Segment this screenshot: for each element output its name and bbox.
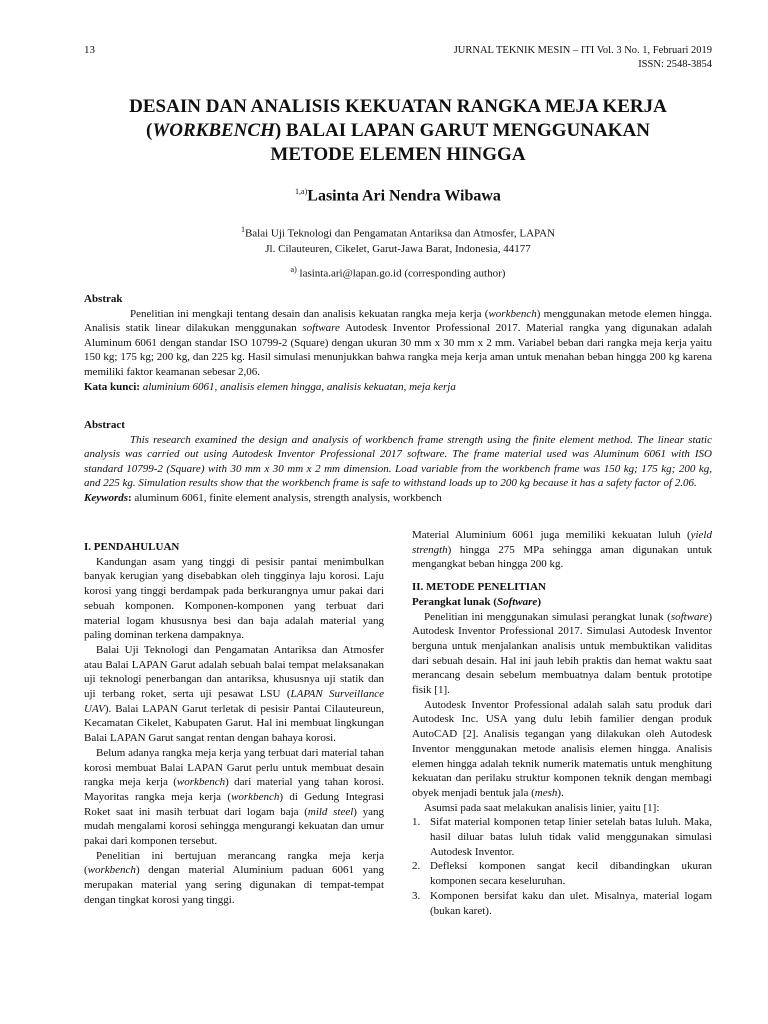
right-para-0-b: ) hingga 275 MPa sehingga aman digunakan untuk mengangkat beban hingga 200 kg. (412, 543, 712, 571)
right-para-0-italic: yield strength (412, 529, 712, 556)
left-para-2-b: ). Balai LAPAN Garut terletak di pesisir Pantai Cilauteureun, Kecamatan Cikelet, Kabupaten Garut. Hal ini membuat lingkungan Balai LAPAN Garut sangat rentan dengan bahaya korosi. (84, 702, 384, 745)
left-para-3-c: ) di Gedung Integrasi Roket saat ini masih terbuat dari logam baja ( (84, 790, 384, 818)
right-para-1-a: Penelitian ini menggunakan simulasi perangkat lunak ( (424, 610, 671, 623)
left-para-3-b: ) dari material yang tahan korosi. Mayoritas rangka meja kerja ( (84, 776, 384, 803)
abstrak-text-2: ) menggunakan metode elemen hingga. Analisis statik linear dilakukan menggunakan (84, 307, 712, 335)
abstract-heading: Abstract (84, 419, 125, 431)
spacer (412, 572, 712, 580)
author (84, 187, 712, 205)
left-para-3-italic-2: workbench (231, 790, 280, 803)
author-name: Lasinta Ari Nendra Wibawa (307, 187, 501, 205)
section-heading-metode: II. METODE PENELITIAN (412, 581, 546, 594)
left-para-4-italic: workbench (87, 864, 136, 877)
list-item-number: 2. (412, 860, 421, 873)
email-sup: a) (290, 265, 297, 274)
list-item-number: 3. (412, 889, 421, 902)
right-para-2 (412, 698, 712, 801)
abstract-kw-value: aluminum 6061, finite element analysis, strength analysis, workbench (131, 491, 442, 504)
section-heading-pendahuluan: I. PENDAHULUAN (84, 541, 180, 553)
sub-head-b: ) (537, 595, 541, 608)
left-para-4-b: ) dengan material Aluminium paduan 6061 yang merupakan material yang sering digunakan di tempat-tempat dengan tingkat korosi yang tinggi. (84, 864, 384, 906)
page-number: 13 (84, 44, 95, 56)
right-para-2-b: ). (557, 786, 564, 799)
sub-head-italic: Software (496, 595, 538, 608)
left-column (84, 540, 384, 908)
list-item-number: 1. (412, 816, 421, 829)
abstrak-text-1: Penelitian ini mengkaji tentang desain dan analisis kekuatan rangka meja kerja ( (130, 307, 489, 320)
list-item-text: Komponen bersifat kaku dan ulet. Misalnya, material logam (bukan karet). (430, 889, 712, 917)
affiliation-line-2: Jl. Cilauteuren, Cikelet, Garut-Jawa Barat, Indonesia, 44177 (265, 242, 531, 255)
right-para-2-italic: mesh (534, 786, 558, 799)
abstrak-italic-2: software (302, 322, 340, 335)
left-para-4 (84, 849, 384, 908)
left-para-3 (84, 746, 384, 849)
title-line-1: DESAIN DAN ANALISIS KEKUATAN RANGKA MEJA KERJA (129, 96, 667, 117)
subsection-heading-software (412, 595, 712, 610)
abstract-body: This research examined the design and analysis of workbench frame strength using the finite element method. The linear static analysis was carried out using Autodesk Inventor Professional 2017 software. The frame material used was Aluminum 6061 with ISO standard 10799-2 (Square) with 30 mm x 30 mm x 2 mm dimension. Load variable from the workbench frame was 150 kg; 175 kg; 200 kg, and 225 kg. Simulation results show that the workbench frame is safe to withstand loads up to 200 kg because it has a safety factor of 2.06. (84, 433, 712, 490)
left-para-3-d: ) yang mudah mengalami korosi sehingga mengurangi kekuatan dan umur pakai dari komponen tersebut. (84, 805, 385, 848)
abstrak-heading: Abstrak (84, 293, 123, 305)
paper-title (84, 95, 712, 167)
abstrak-text-3: Autodesk Inventor Professional 2017. Material rangka yang digunakan adalah Aluminum 6061 dengan standar ISO 10799-2 (Square) dengan ukuran 30 mm x 30 mm x 2 mm. Variabel beban dari rangka meja kerja yaitu 150 kg; 175 kg; 200 kg, dan 225 kg. Hasil simulasi menunjukkan bahwa rangka meja kerja aman untuk menahan beban hingga 200 kg karena memiliki faktor keamanan sebesar 2,06. (84, 322, 713, 378)
title-open-paren: ( (146, 120, 153, 141)
abstrak-keywords (84, 380, 712, 395)
left-para-2-italic: LAPAN Surveillance UAV (84, 688, 384, 715)
right-para-1-b: ) Autodesk Inventor Professional 2017. Simulasi Autodesk Inventor berguna untuk menjalankan analisis untuk membuktikan validitas dari sebuah desain. Hal ini jauh lebih praktis dan hemat waktu saat merancang desain sebelum membuatnya dalam bentuk prototipe fisik [1]. (412, 610, 712, 697)
affiliation (84, 222, 712, 257)
abstrak-kw-label: Kata kunci: (84, 380, 140, 393)
email (84, 265, 712, 280)
left-para-1: Kandungan asam yang tinggi di pesisir pantai menimbulkan banyak kerugian yang disebabkan oleh tingginya laju korosi. Laju korosi yang tinggi berdampak pada berkurangnya umur pakai dari sebuah komponen. Komponen-komponen yang terbuat dari material logam khususnya besi dan baja adalah material yang paling dominan terkena dampaknya. (84, 555, 384, 642)
list-item-text: Defleksi komponen sangat kecil dibandingkan ukuran komponen secara keseluruhan. (430, 860, 712, 888)
title-italic-word: WORKBENCH (152, 120, 275, 141)
left-para-3-a: Belum adanya rangka meja kerja yang terbuat dari material tahan korosi membuat Balai LAPAN Garut perlu untuk membuat desain rangka meja kerja ( (84, 746, 384, 789)
journal-header (454, 44, 712, 72)
sub-head-a: Perangkat lunak ( (412, 595, 497, 608)
left-para-3-italic-3: mild steel (307, 805, 354, 818)
left-para-3-italic-1: workbench (176, 776, 226, 789)
abstrak-kw-value: aluminium 6061, analisis elemen hingga, analisis kekuatan, meja kerja (139, 380, 456, 393)
affiliation-line-1: Balai Uji Teknologi dan Pengamatan Antariksa dan Atmosfer, LAPAN (244, 227, 556, 240)
abstract-kw-colon: : (128, 491, 132, 504)
left-para-2-a: Balai Uji Teknologi dan Pengamatan Antariksa dan Atmosfer atau Balai LAPAN Garut adalah sebuah balai tempat melaksanakan uji teknologi penerbangan dan antariksa, khususnya uji statik dan uji terbang roket, serta uji pesawat LSU ( (84, 643, 384, 701)
left-para-4-a: Penelitian ini bertujuan merancang rangka meja kerja ( (84, 849, 384, 877)
right-para-0 (412, 528, 712, 572)
abstract-kw-label: Keywords (84, 491, 128, 504)
right-para-2-a: Autodesk Inventor Professional adalah salah satu produk dari Autodesk Inc. USA yang dulu lebih familier dengan produk AutoCAD [2]. Analisis tegangan yang dilakukan oleh Autodesk Inventor menggunakan metode analisis elemen hingga. Analisis elemen hingga adalah teknik numerik matematis untuk menghitung kekuatan dan perilaku struktur komponen teknik dengan membagi obyek menjadi bentuk jala ( (412, 698, 712, 799)
email-text: lasinta.ari@lapan.go.id (corresponding author) (299, 267, 506, 280)
list-item (412, 859, 712, 888)
abstrak-block (84, 292, 712, 394)
abstrak-italic-1: workbench (488, 307, 537, 320)
right-column (412, 528, 712, 918)
journal-name: JURNAL TEKNIK MESIN – ITI Vol. 3 No. 1, Februari 2019 (453, 45, 712, 56)
right-para-0-a: Material Aluminium 6061 juga memiliki kekuatan luluh ( (412, 529, 691, 541)
left-para-2 (84, 643, 384, 746)
abstract-block (84, 418, 712, 506)
affiliation-sup: 1 (240, 225, 245, 234)
list-item-text: Sifat material komponen tetap linier setelah batas luluh. Maka, hasil diluar batas luluh tidak valid menggunakan simulasi Autodesk Inventor. (430, 816, 712, 858)
right-para-1 (412, 610, 712, 698)
abstract-keywords (84, 491, 712, 506)
title-line-3: METODE ELEMEN HINGGA (270, 144, 526, 165)
journal-issn: ISSN: 2548-3854 (638, 59, 712, 70)
list-item (412, 889, 712, 918)
right-para-3: Asumsi pada saat melakukan analisis linier, yaitu [1]: (424, 801, 660, 814)
right-para-1-italic: software (670, 610, 709, 623)
author-sup: 1,a) (295, 187, 308, 196)
title-line-2: ) BALAI LAPAN GARUT MENGGUNAKAN (274, 120, 650, 141)
assumption-list (412, 815, 712, 918)
list-item (412, 815, 712, 859)
abstrak-body (84, 307, 712, 380)
